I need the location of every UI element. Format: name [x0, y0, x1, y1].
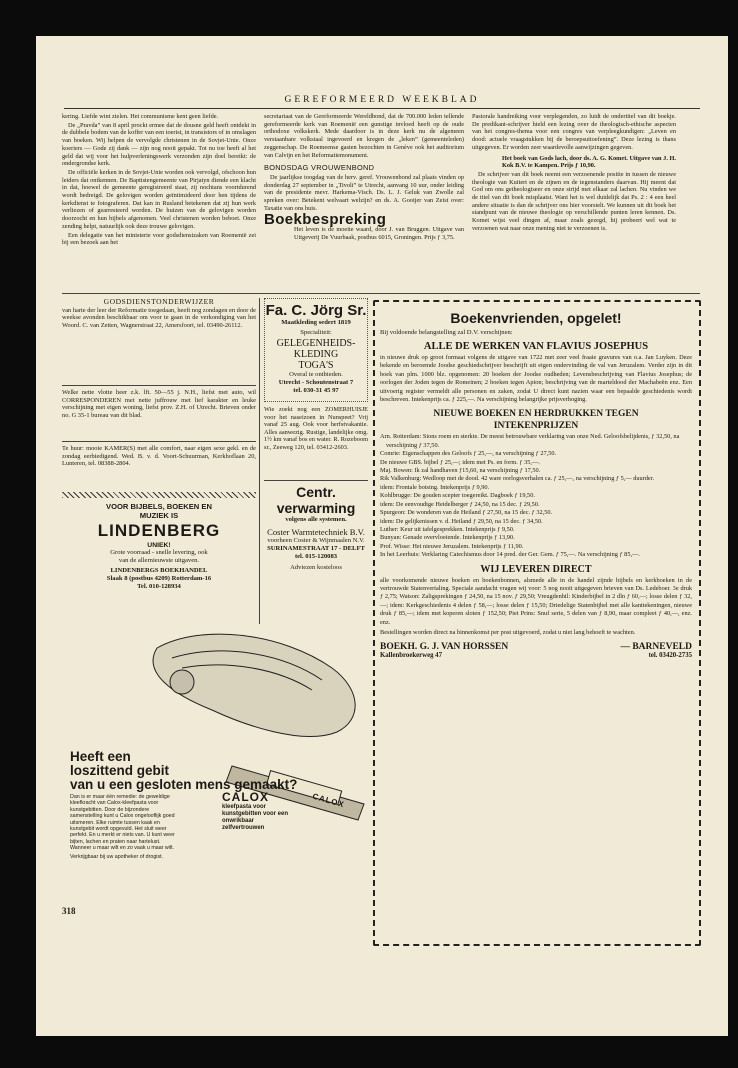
shop-address-row	[380, 652, 692, 659]
ad-brand: LINDENBERG	[97, 521, 221, 540]
jorg-ad	[264, 298, 368, 402]
ad-text: Wie zoekt nog een ZOMERHUISJE voor het naseizoen in Nunspeet? Vrij vanaf 25 aug. Ook voor herfstvakantie. Alles aanwezig. Rustige, landelijke omg. 1½ km vanaf bos en water. R. Rozeboom sr., Zeeweg 120, tel. 03412-2603.	[264, 406, 368, 451]
ad-line: Coster Warmtetechniek B.V.	[267, 527, 365, 537]
ad-line: Maatkleding sedert 1819	[281, 319, 351, 326]
ad-text: Welke nette vlotte heer z.k. lft. 50—55 j. N.H., liefst met auto, wil CORRESPONDEREN met nette juffrouw met lief karakter en leuke verschijning met eigen woning, liefst prov. Z.H. of Utrecht. Brieven onder no. G 35-1 bureau van dit blad.	[62, 389, 256, 419]
list-item: Maj. Bowen: Ik zal handhaven ƒ15,60, na verschijning ƒ 17,50.	[380, 467, 541, 475]
header-rule	[64, 108, 700, 109]
classified-ad	[62, 389, 256, 420]
ad-line: TOGA'S	[298, 360, 334, 371]
calox-headline-line: Heeft een	[70, 749, 131, 764]
section-heading: ALLE DE WERKEN VAN FLAVIUS JOSEPHUS	[423, 341, 649, 352]
paragraph: kering. Liefde wint zielen. Het communisme kent geen liefde.	[62, 113, 219, 120]
ad-line: MUZIEK IS	[139, 511, 179, 520]
classified-ad	[62, 298, 256, 329]
list-item: Rik Valkenburg: Wedloop met de dood. 42 ware oorlogsverhalen ca. ƒ 25,—, na verschijning ƒ 5,— duurder.	[380, 475, 655, 483]
section-heading: INTEKENPRIJZEN	[493, 421, 579, 432]
lindenberg-ad	[62, 502, 256, 622]
article-column-2	[264, 113, 464, 286]
classified-column	[62, 298, 256, 624]
paragraph: Een delegatie van het ministerie voor godsdienstzaken van Roemenië zei bij een bezoek aan het	[62, 231, 256, 247]
ad-intro: Bij voldoende belangstelling zal D.V. verschijnen:	[380, 329, 513, 336]
paragraph: De jaarlijkse toogdag van de herv. geref. Vrouwenbond zal plaats vinden op donderdag 27 september in „Tivoli” te Utrecht, aanvang 10 uur, onder leiding van de presidente mevr. Harkema-Visch. Ds. L. J. Geluk van Zwolle zal spreken over: Betekent welvaart welzijn? en ds. A. Gooijer van Zeist over: Taxatie van ons huis.	[264, 173, 464, 212]
paragraph: De „Pravda” van 8 april prockt ermee dat de dousne geld heeft ontdekt in de dubbele bodem van de koffer van een toerist, in transistors of in omslagen van boeken. Wij helpen de vervolgde christenen in de Sovjet-Unie. Onze koeriers — Gode zij dank — zijn nog nooit gepakt. Tot nu toe heeft al het geld dat wij voor het hulpverleningswerk verzonden zijn doel bereikt: de ondergrondse kerk.	[62, 121, 256, 168]
calox-tagline: kleefpasta voor kunstgebitten voor een onwrikbaar zelfvertrouwen	[222, 804, 289, 831]
list-item: Prof. Wisse: Het nieuwe Jeruzalem. Intekenprijs ƒ 11,90.	[380, 542, 524, 550]
book-list	[380, 433, 692, 559]
calox-headline-line: van u een gesloten mens gemaakt?	[70, 777, 298, 792]
list-item: Comrie: Eigenschappen des Geloofs ƒ 25,—, na verschijning ƒ 27,50.	[380, 450, 557, 458]
list-item: idem: De gelijkenissen v. d. Heiland ƒ 29,50, na 15 dec. ƒ 34,50.	[380, 517, 543, 525]
article-column-3	[472, 113, 676, 291]
page-number: 318	[62, 906, 76, 916]
ad-line: Specialiteit:	[300, 329, 332, 336]
running-head: GEREFORMEERD WEEKBLAD	[284, 95, 480, 105]
list-item: Kohlbrugge: De gouden scepter toegereikt. Dagboek ƒ 19,50.	[380, 492, 535, 500]
paragraph: De officiële kerken in de Sovjet-Unie worden ook vervolgd, ofschoon hun leiders dat ontkennen. De Baptistengemeente van Pirjatyn diende een klacht in dat, hoewel de gemeente geregistreerd staat, zij nochtans voortdurend wordt bedreigd. De gelovigen worden geïntimideerd door hen tijdens de kerkdienst te fotograferen. Dat kan in Rusland betekenen dat zij hun werk verliezen of gearresteerd worden. De huizen van de gelovigen worden doorzocht en hun bijbels afgenomen. Veel christenen worden beboet. Onze zending helpt, natuurlijk ook deze trouwe gelovigen.	[62, 168, 256, 230]
ad-line: voorheen Coster & Wijnmaalen N.V.	[267, 537, 365, 544]
calox-ad	[62, 628, 368, 860]
calox-body: Dan is er maar één remedie: de geweldige kleefkracht van Calox-kleefpasta voor kunstgebitten. Door de bijzondere samenstelling kunt u Calox ongelooflijk goed uitsmeren. Elke ruimte tussen kaak en kunstgebit wordt opgevuld. Het sluit weer perfekt. En u merkt er niets van. U kunt weer bijten, lachen en praten naar hartelust. Wanneer u maar wilt en zo vaak u maar wilt.	[70, 794, 175, 852]
ad-line: tel. 030-31 45 97	[293, 387, 339, 394]
calox-brand: CALOX	[222, 790, 269, 804]
ad-line: volgens alle systemen.	[285, 516, 347, 523]
ad-line: Grote voorraad - snelle levering, ook	[110, 549, 208, 556]
shop-name: BOEKH. G. J. VAN HORSSEN	[380, 642, 509, 653]
list-item: Spurgeon: De wonderen van de Heiland ƒ 27,50, na 15 dec. ƒ 32,50.	[380, 509, 553, 517]
calox-tube-label: CALOX	[311, 791, 346, 810]
ad-line: KLEDING	[293, 349, 339, 360]
calox-note: Verkrijgbaar bij uw apotheker of drogist.	[70, 853, 164, 860]
list-item: Arn. Rotterdam: Sions roem en sterkte. De meest betrouwbare verklaring van onze Ned. Geloofsbelijdenis, ƒ 32,50, na verschijning ƒ 37,50.	[380, 433, 680, 449]
list-item: De nieuwe GBS. bijbel ƒ 25,—; idem met Ps. en form. ƒ 35,—.	[380, 458, 540, 466]
ad-paragraph: Bestellingen worden direct na binnenkomst per post uitgevoerd, zodat u niet lang behoeft te wachten.	[380, 628, 636, 636]
decorative-border	[62, 492, 256, 498]
magazine-page	[36, 36, 728, 1036]
ad-brand: Fa. C. Jörg Sr.	[265, 302, 367, 319]
ad-heading: GODSDIENSTONDERWIJZER	[103, 297, 215, 306]
ad-line: LINDENBERGS BOEKHANDEL	[110, 567, 208, 574]
divider	[62, 441, 256, 442]
ad-line: UNIEK!	[147, 542, 171, 549]
divider	[264, 480, 368, 481]
classified-ad	[264, 406, 368, 453]
paragraph: secretariaat van de Gereformeerde Wereldbond, dat de 700.000 leden tellende gereformeerde kerk van Roemenië een gunstige invloed heeft op de oude orthodoxe volkskerk. Mede daardoor is in deze kerk nu de algemeen verstaanbare volkstaal ingevoerd en kregen de „leken” (gemeenteleden) zeggenschap. De Roemeense gasten bezochten in Genève ook het auditorium van Calvijn en het Reformatiemonument.	[264, 113, 464, 159]
paragraph: De schrijver van dit boek neemt een verzoenende positie in tussen de nieuwe theologie van Kuitert en de zijnen en de tegenstanders daarvan. Hij meent dat God om ons getheologiseer en onze strijd met elkaar zal lachen. Nu vinden we de titel van dit boek misplaatst. Want het is wel duidelijk dat Ps. 2 : 4 een heel andere situatie is dan de schrijver ons hier voorstelt. We kunnen uit dit boek het standpunt van de nieuwe theologie op verschillende punten leren kennen. Ds. Komet wijst veel dingen af, maar zoals gezegd, hij probeert wel wat te verzoenen wat naar onze mening niet te verzoenen is.	[472, 170, 676, 232]
ad-headline: Boekenvrienden, opgelet!	[450, 310, 622, 326]
paragraph: Het leven is de moeite waard, door J. van Bruggen. Uitgave van Uitgeverij De Vuurbaak, postbus 6015, Groningen. Prijs ƒ 3,75.	[294, 226, 464, 241]
ad-line: van de allernieuwste uitgaven.	[118, 557, 200, 564]
ad-line: VOOR BIJBELS, BOEKEN EN	[106, 502, 212, 511]
calox-headline-line: loszittend gebit	[70, 763, 169, 778]
shop-name-row	[380, 642, 692, 652]
ad-line: Overal te ontbieden.	[289, 371, 343, 378]
ad-line: Slaak 8 (postbus 4209) Rotterdam-16	[106, 575, 212, 582]
ad-line: Utrecht - Schoutenstraat 7	[278, 379, 354, 386]
ad-paragraph: in nieuwe druk op groot formaat volgens de uitgave van 1722 met zeer veel fraaie gravures van o.a. Jan Luyken. Deze bekende en beroemde Joodse geschiedschrijver beschrijft uit eigen ondervinding de val van Jeruzalem. Verder zijn in dit boek van plm. 1000 blz. opgenomen: 20 boeken der Joodse oudheden; Levensbeschrijving van Flavius Josephus; de oorlogen der Joden tegen de Romeinen; 2 boeken tegen Apion; beschrijving van de marteldood der Machabeën enz. Een uitvoerig register vermeldt alle personen en zaken, zodat U direct kunt nazien waar een bepaalde geschiedenis wordt beschreven. Intekenprijs ca. ƒ 225,—. Na verschijning belangrijke prijsverhoging.	[380, 354, 692, 404]
column-rule	[259, 298, 260, 624]
ad-paragraph: alle voorkomende nieuwe boeken en boekenbonnen, alsmede alle in de handel zijnde bijbels en kerkboeken in de vertrouwde Statenvertaling. Speciale aandacht vragen wij voor: 5 nog nooit uitgegeven brieven van Ds. Ledeboer. 3e druk ƒ 2,75; Watson: Zaligsprekingen ƒ 24,50, na 15 nov. ƒ 29,50; Vreugdenhil: Kinderbijbel in 2 dln ƒ 60,—; losse delen ƒ 32,—; idem: Kerkgeschiedenis 4 delen ƒ 58,—; losse delen ƒ 15,50; Driedelige Statenbijbel met alle kanttekeningen, nieuwe druk ƒ 85,—; idem met koperen sloten ƒ 152,50; Piet Prins: Snuf serie, 5 delen van ƒ 8,90, maar compleet ƒ 40,—, enz. enz.	[380, 576, 692, 626]
verwarming-ad	[264, 484, 368, 624]
article-column-1	[62, 113, 256, 286]
ad-text: van harte der leer der Reformatie toegedaan, heeft nog zondagen en door de weekse avonden beschikbaar om voor te gaan in de verkondiging van het Woord. C. van Zetten, Wagnerstraat 22, Amersfoort, tel. 03490-26112.	[62, 306, 256, 329]
shop-phone: tel. 03420-2735	[648, 652, 692, 660]
ad-text: Te huur: mooie KAMER(S) met alle comfort, naar eigen sexe gekl. en de zondag eerbiedigend. Wed. B. v. d. Voort-Schuurman, Kerkhoflaan 20, Lunteren, tel. 08388-2804.	[62, 445, 256, 468]
divider	[62, 385, 256, 386]
paragraph: Pastorale handreiking voor verplegenden, zo luidt de ondertitel van dit boekje. De predikant-schrijver hield een lezing over de theologisch-ethische aspecten van het congres-thema voor een congres van verpleegkundigen: „Leven en dood: actuele vraagstukken bij de beroepsuitoefening”. Deze lezing is thans uitgegeven. Er worden zeer waardevolle aanwijzingen gegeven.	[472, 113, 676, 151]
section-heading: WIJ LEVEREN DIRECT	[480, 563, 592, 575]
section-heading: NIEUWE BOEKEN EN HERDRUKKEN TEGEN	[433, 409, 639, 420]
list-item: Bunyan: Genade overvloeiende. Intekenprijs ƒ 13,90.	[380, 534, 515, 542]
boekenvrienden-content	[380, 304, 692, 938]
ad-line: SURINAMESTRAAT 17 - DELFT	[267, 545, 365, 552]
list-item: In het Leerhuis: Verklaring Catechismus door 14 pred. der Ger. Gem. ƒ 75,—. Na verschijning ƒ 85,—.	[380, 551, 640, 559]
middle-ads-column	[264, 298, 368, 624]
list-item: idem: Frontale botsing. Intekenprijs ƒ 9,90.	[380, 483, 490, 491]
paragraph: Het boek van Gods lach, door ds. A. G. Komet. Uitgave van J. H. Kok B.V. te Kampen. Prijs ƒ 10,90.	[502, 154, 676, 170]
ad-brand: Centr. verwarming	[276, 484, 356, 516]
classified-ad	[62, 445, 256, 469]
ad-line: Tel. 010-128934	[137, 583, 181, 590]
list-item: Luther: Keur uit tafelgesprekken. Intekenprijs ƒ 9,50.	[380, 525, 515, 533]
ad-line: tel. 015-120083	[294, 553, 338, 560]
shop-address: Kallenbroekerweg 47	[380, 652, 442, 660]
ad-line: GELEGENHEIDS-	[276, 338, 356, 349]
shop-city: — BARNEVELD	[620, 642, 692, 653]
divider	[62, 293, 700, 294]
list-item: idem: De eenvoudige Heidelberger ƒ 24,50, na 15 dec. ƒ 29,50.	[380, 500, 540, 508]
ad-line: Adviezen kosteloos	[290, 564, 342, 571]
section-heading: BONDSDAG VROUWENBOND	[264, 163, 375, 173]
calox-brand-block	[222, 790, 298, 832]
boekbespreking-heading: Boekbespreking	[264, 211, 387, 229]
